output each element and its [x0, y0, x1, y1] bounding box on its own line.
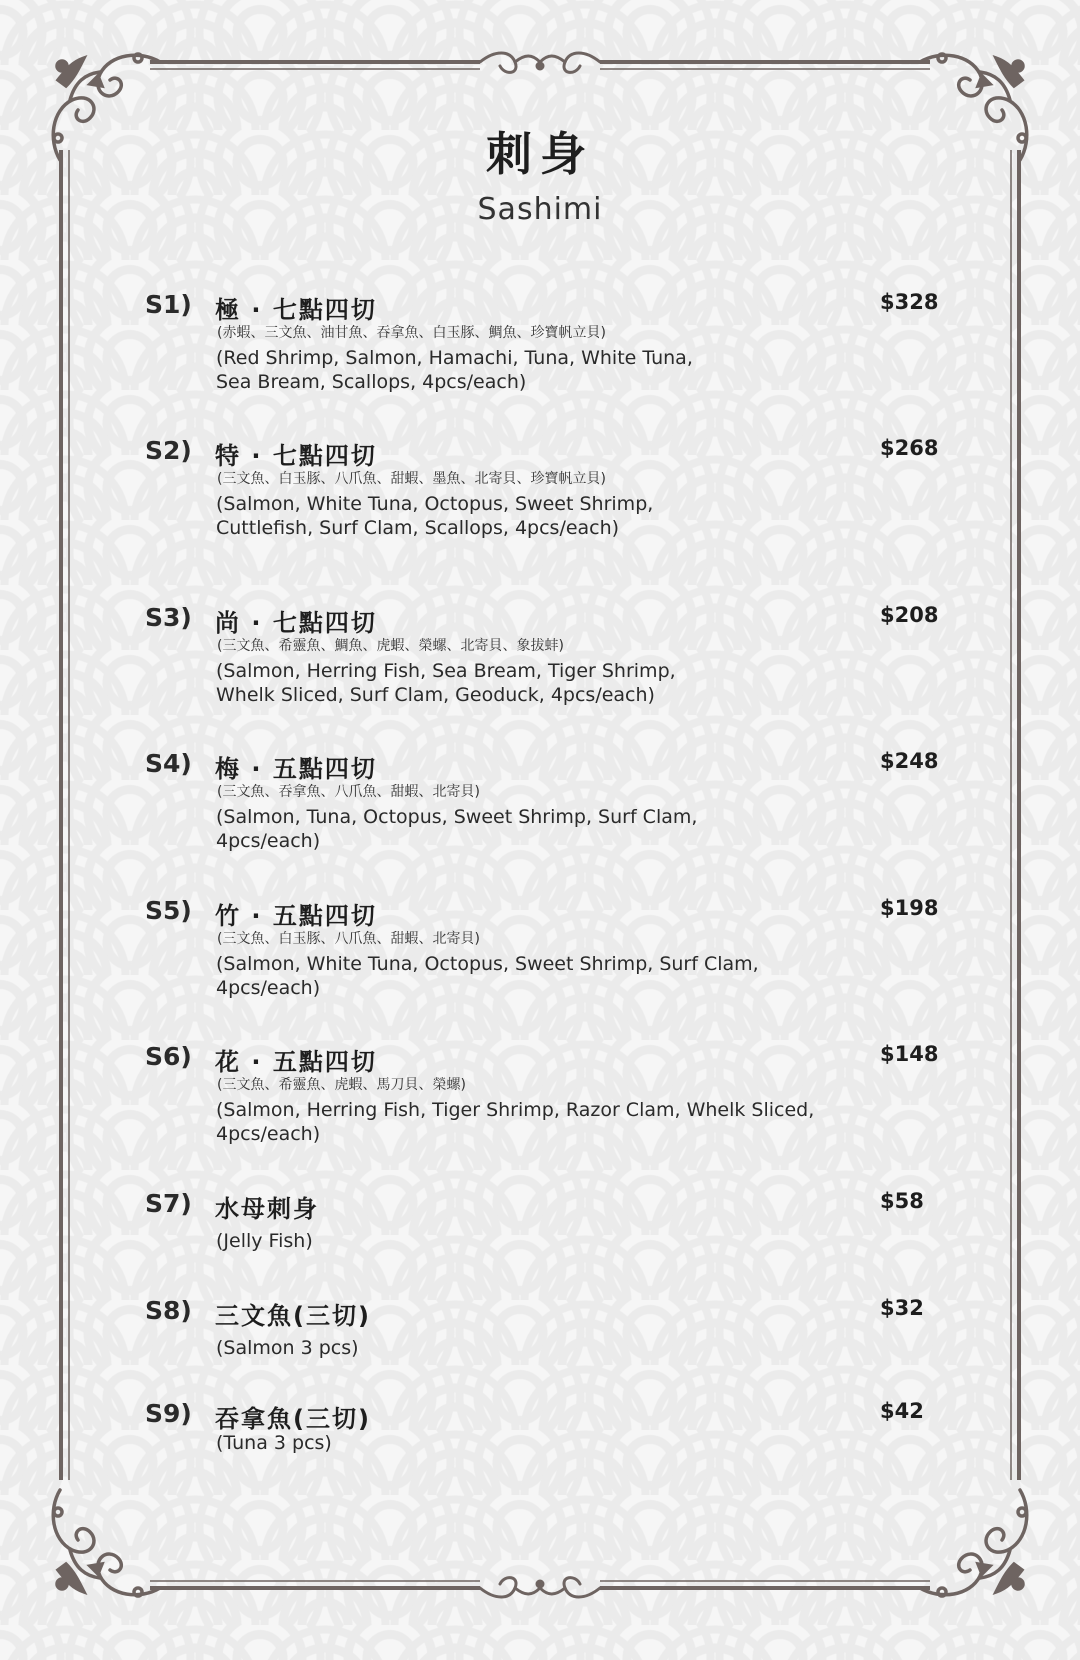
item-price: $328: [880, 290, 939, 314]
page-subtitle: Sashimi: [477, 192, 603, 227]
item-price: $148: [880, 1042, 939, 1066]
item-description-en: [216, 1098, 836, 1146]
item-description-en: (Tuna 3 pcs): [216, 1432, 332, 1454]
item-code: S6): [145, 1042, 192, 1071]
item-description-en-line: (Salmon, Herring Fish, Tiger Shrimp, Razor Clam, Whelk Sliced,: [216, 1099, 815, 1121]
item-description-en-line: (Red Shrimp, Salmon, Hamachi, Tuna, White Tuna,: [216, 347, 693, 369]
item-code: S5): [145, 896, 192, 925]
item-description-zh: (三文魚、希靈魚、虎蝦、馬刀貝、榮螺): [217, 1077, 466, 1093]
item-title: 三文魚(三切): [215, 1302, 371, 1330]
item-description-en-line: (Salmon, Tuna, Octopus, Sweet Shrimp, Surf Clam,: [216, 806, 698, 828]
item-description-en-line: Whelk Sliced, Surf Clam, Geoduck, 4pcs/each): [216, 684, 655, 706]
item-title: 尚 · 七點四切: [215, 609, 377, 637]
item-description-en-line: 4pcs/each): [216, 977, 321, 999]
item-price: $198: [880, 896, 939, 920]
item-title: 梅 · 五點四切: [215, 755, 377, 783]
item-description-en: [216, 346, 836, 394]
item-price: $32: [880, 1296, 924, 1320]
item-description-en-line: Cuttlefish, Surf Clam, Scallops, 4pcs/each): [216, 517, 620, 539]
item-code: S3): [145, 603, 192, 632]
item-description-en: [216, 805, 836, 853]
item-description-en: [216, 492, 836, 540]
item-title: 花 · 五點四切: [215, 1048, 377, 1076]
item-price: $268: [880, 436, 939, 460]
item-description-en-line: (Salmon, White Tuna, Octopus, Sweet Shrimp,: [216, 493, 654, 515]
item-description-zh: (赤蝦、三文魚、油甘魚、吞拿魚、白玉豚、鯛魚、珍寶帆立貝): [217, 325, 606, 341]
item-code: S1): [145, 290, 192, 319]
item-code: S9): [145, 1399, 192, 1428]
scroll-flourish-icon: [480, 1578, 600, 1597]
item-price: $58: [880, 1189, 924, 1213]
item-title: 極 · 七點四切: [215, 296, 377, 324]
item-description-en: [216, 952, 836, 1000]
item-description-en-line: 4pcs/each): [216, 1123, 321, 1145]
item-description-en-line: (Salmon, Herring Fish, Sea Bream, Tiger Shrimp,: [216, 660, 676, 682]
item-description-en: (Salmon 3 pcs): [216, 1337, 359, 1359]
item-code: S2): [145, 436, 192, 465]
item-price: $208: [880, 603, 939, 627]
item-code: S7): [145, 1189, 192, 1218]
item-price: $248: [880, 749, 939, 773]
item-description-zh: (三文魚、希靈魚、鯛魚、虎蝦、榮螺、北寄貝、象拔蚌): [217, 638, 564, 654]
item-description-en-line: 4pcs/each): [216, 830, 321, 852]
item-code: S8): [145, 1296, 192, 1325]
scroll-flourish-icon: [480, 53, 600, 72]
item-description-zh: (三文魚、白玉豚、八爪魚、甜蝦、墨魚、北寄貝、珍寶帆立貝): [217, 471, 606, 487]
item-description-en: [216, 659, 836, 707]
item-description-zh: (三文魚、白玉豚、八爪魚、甜蝦、北寄貝): [217, 931, 480, 947]
item-title: 特 · 七點四切: [215, 442, 377, 470]
item-description-en-line: Sea Bream, Scallops, 4pcs/each): [216, 371, 527, 393]
item-code: S4): [145, 749, 192, 778]
item-price: $42: [880, 1399, 924, 1423]
item-description-en: (Jelly Fish): [216, 1230, 313, 1252]
item-title: 吞拿魚(三切): [215, 1405, 371, 1433]
item-title: 竹 · 五點四切: [215, 902, 377, 930]
item-title: 水母刺身: [215, 1195, 319, 1223]
item-description-en-line: (Salmon, White Tuna, Octopus, Sweet Shrimp, Surf Clam,: [216, 953, 759, 975]
page-title: 刺身: [486, 127, 594, 181]
item-description-zh: (三文魚、吞拿魚、八爪魚、甜蝦、北寄貝): [217, 784, 480, 800]
